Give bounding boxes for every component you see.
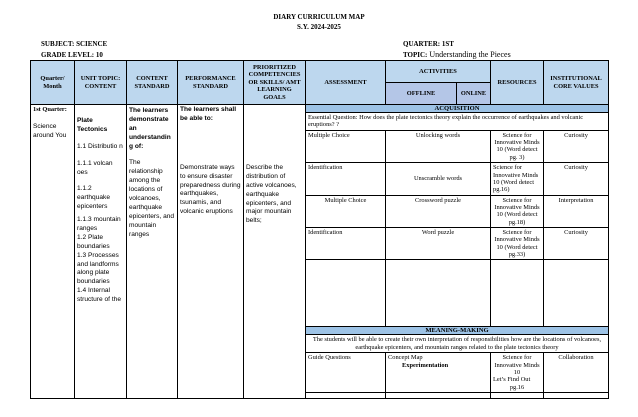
col-core-values: INSTITUTIONAL CORE VALUES <box>544 61 609 105</box>
activity-cell: Word puzzle <box>386 228 491 260</box>
blank-cell <box>491 392 544 398</box>
assessment-cell: Multiple Choice <box>306 195 386 227</box>
col-prioritized-competencies: PRIORITIZED COMPETENCIES OR SKILLS/ AMT LEARNING GOALS <box>244 61 306 105</box>
blank-cell <box>491 260 544 327</box>
performance-standard-cell <box>178 105 244 399</box>
blank-cell <box>544 260 609 327</box>
meaning-making-header: MEANING-MAKING <box>306 327 609 335</box>
resources-line: Science for Innovative Minds 10 <box>494 354 540 376</box>
core-value-cell: Interpretation <box>544 195 609 227</box>
school-year: S.Y. 2024-2025 <box>297 23 341 31</box>
unit-item: 1.1 Distributio n <box>77 142 123 150</box>
core-value-cell: Curiosity <box>544 163 609 195</box>
quarter-label: QUARTER: 1ST <box>403 40 454 48</box>
col-content-standard: CONTENT STANDARD <box>127 61 178 105</box>
assessment-cell: Identification <box>306 228 386 260</box>
col-resources: RESOURCES <box>491 61 544 105</box>
unit-title: Plate Tectonics <box>77 117 108 133</box>
resources-line: Let’s Find Out <box>493 376 531 384</box>
prioritized-body: Describe the distribution of active volcanoes, earthquake epicenters, and major mountain belts; <box>246 164 297 225</box>
activity-cell: Unlocking words <box>386 130 491 162</box>
blank-cell <box>544 392 609 398</box>
resources-line: pg.16 <box>509 383 525 391</box>
resources-cell: Science for Innovative Minds 10 (Word detect pg. 3) <box>491 130 544 162</box>
blank-cell <box>386 260 491 327</box>
content-standard-head: The learners demonstrate an understandin g of: <box>129 107 171 150</box>
activity-cell: Unscramble words <box>386 163 491 195</box>
performance-body: Demonstrate ways to ensure disaster preparedness during earthquakes, tsunamis, and volcanic eruptions <box>180 163 241 216</box>
grade-label: GRADE LEVEL: 10 <box>41 51 103 59</box>
core-value-cell: Curiosity <box>544 130 609 162</box>
assessment-cell: Guide Questions <box>306 353 386 393</box>
unit-item: 1.3 Processes and landforms along plate boundaries <box>77 251 119 286</box>
blank-cell <box>386 392 491 398</box>
curriculum-map-table <box>30 60 609 399</box>
assessment-cell: Multiple Choice <box>306 130 386 162</box>
blank-cell <box>306 392 386 398</box>
col-activities: ACTIVITIES <box>386 61 491 83</box>
col-assessment: ASSESSMENT <box>306 61 386 105</box>
quarter-subtitle: Science around You <box>33 122 67 139</box>
col-performance-standard: PERFORMANCE STANDARD <box>178 61 244 105</box>
col-unit-topic: UNIT TOPIC: CONTENT <box>75 61 127 105</box>
topic-line <box>403 50 511 59</box>
activity-line-bold: Experimentation <box>402 361 449 369</box>
topic-label: TOPIC: <box>403 51 428 59</box>
topic-value: Understanding the Pieces <box>427 50 511 59</box>
essential-question: Essential Question: How does the plate tectonics theory explain the occurrence of earthquakes and volcanic eruptions? ? <box>306 113 609 131</box>
content-standard-body: The relationship among the locations of volcanoes, earthquake epicenters, and mountain ranges <box>129 159 175 238</box>
activity-cell: Crossword puzzle <box>386 195 491 227</box>
unit-item: 1.1.1 volcan oes <box>77 159 113 176</box>
document-title: DIARY CURRICULUM MAP <box>273 13 365 21</box>
resources-cell: Science for Innovative Minds 10 (Word detect pg.33) <box>491 228 544 260</box>
resources-cell <box>491 353 544 393</box>
resources-cell: Science for Innovative Minds 10 (Word detect pg.16) <box>491 163 544 195</box>
acquisition-header: ACQUISITION <box>306 105 609 113</box>
col-online: ONLINE <box>457 83 491 105</box>
quarter-cell <box>31 105 75 399</box>
core-value-cell: Collaboration <box>544 353 609 393</box>
unit-item: 1.2 Plate boundaries <box>77 233 110 250</box>
activity-cell <box>386 353 491 393</box>
content-standard-cell <box>127 105 178 399</box>
unit-item: 1.4 Internal structure of the <box>77 287 121 304</box>
col-offline: OFFLINE <box>386 83 457 105</box>
unit-item: 1.1.2 earthquake epicenters <box>77 185 110 211</box>
prioritized-cell <box>244 105 306 399</box>
core-value-cell: Curiosity <box>544 228 609 260</box>
blank-cell <box>306 260 386 327</box>
quarter-label-cell: 1st Quarter: <box>33 106 67 113</box>
assessment-cell: Identification <box>306 163 386 195</box>
activity-line: Concept Map <box>388 354 423 362</box>
meaning-statement: The students will be able to create their own interpretation of responsibilities how are the locations of volcanoes, earthquake epicenters, and mountain ranges related to the plate tectonics theory <box>306 335 609 353</box>
unit-item: 1.1.3 mountain ranges <box>77 216 121 233</box>
col-quarter-month: Quarter/ Month <box>31 61 75 105</box>
performance-head: The learners shall be able to: <box>180 106 237 122</box>
unit-topic-cell <box>75 105 127 399</box>
subject-label: SUBJECT: SCIENCE <box>41 40 108 48</box>
resources-cell: Science for Innovative Minds 10 (Word detect pg.18) <box>491 195 544 227</box>
